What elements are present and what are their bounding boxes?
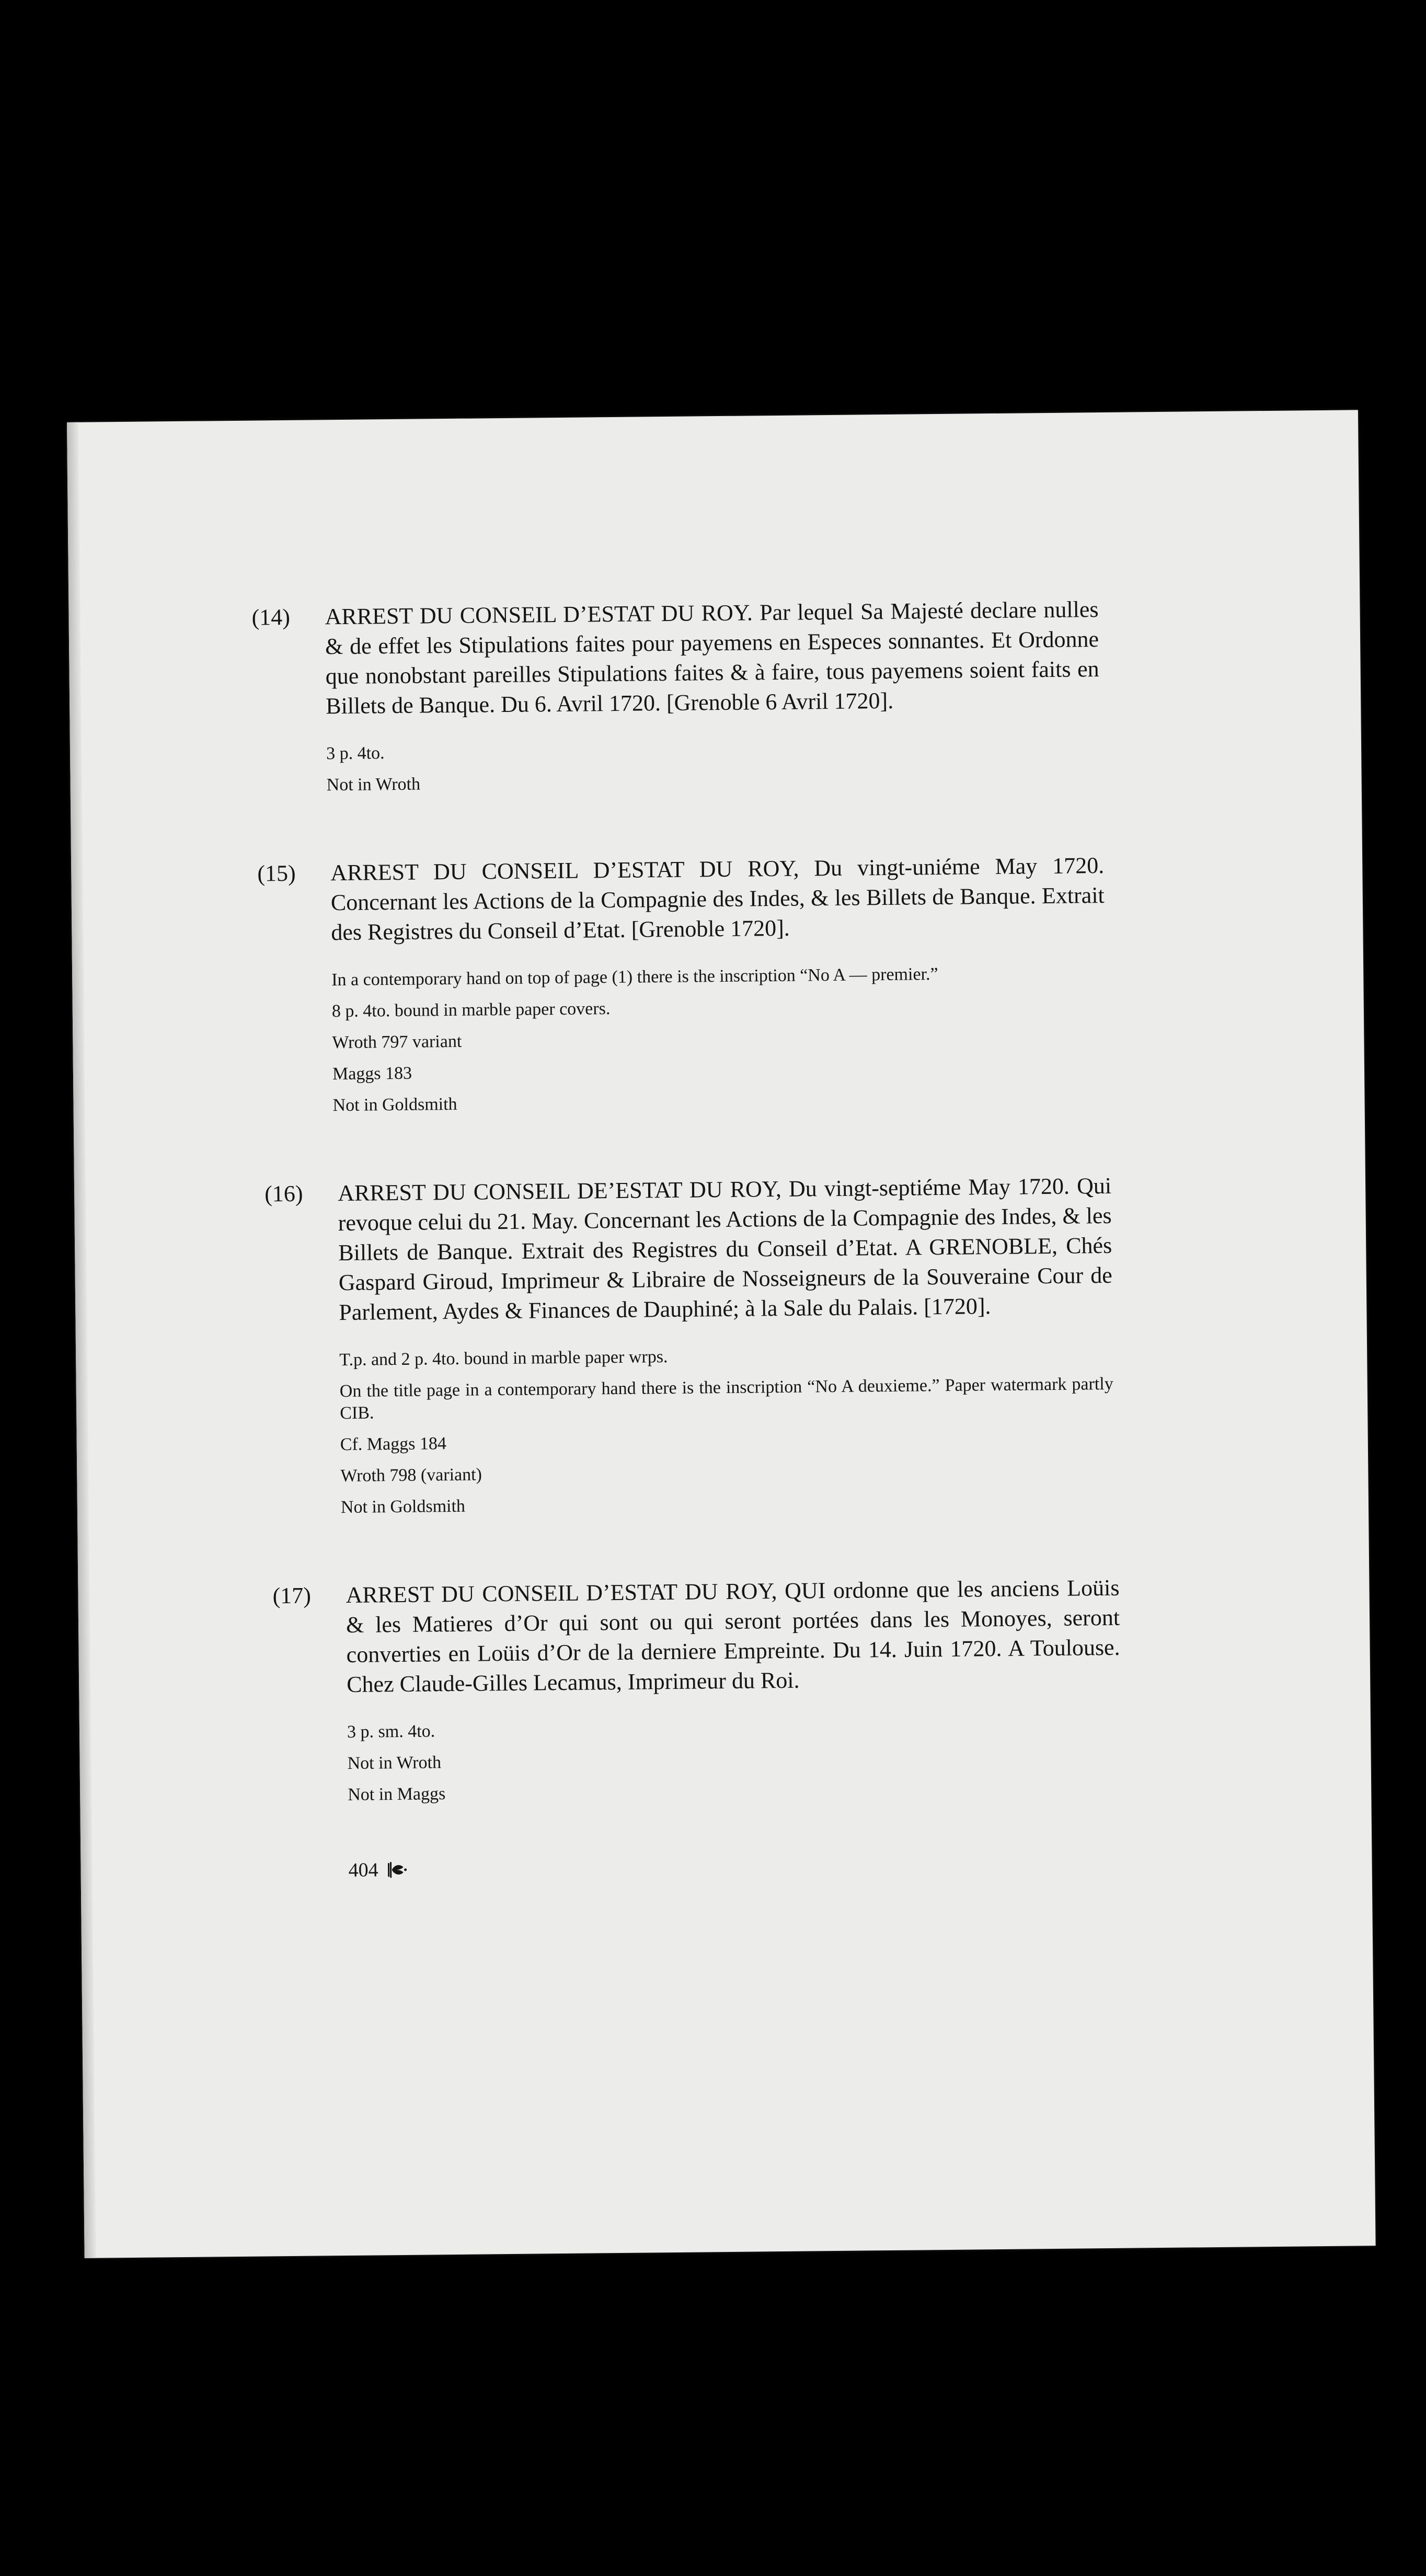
entry-reference: Not in Wroth — [347, 1753, 442, 1773]
entry-number: (17) — [272, 1582, 312, 1609]
catalog-entry-16 — [264, 1171, 1114, 1519]
entry-reference: Not in Maggs — [348, 1784, 446, 1804]
entry-number: (16) — [264, 1180, 303, 1207]
entry-note: On the title page in a contemporary hand there is the inscription “No A deuxieme.” Paper watermark partly CIB. — [339, 1374, 1113, 1423]
entry-note: 3 p. 4to. — [326, 743, 385, 764]
catalog-entry-15 — [257, 850, 1107, 1117]
entry-reference: Cf. Maggs 184 — [340, 1434, 447, 1455]
entry-note: 3 p. sm. 4to. — [347, 1721, 435, 1742]
entry-reference: Not in Wroth — [326, 774, 421, 795]
page-content — [251, 594, 1120, 1883]
page-binding-edge — [67, 422, 96, 2258]
entry-number: (15) — [257, 860, 296, 887]
entry-number: (14) — [251, 604, 291, 630]
entry-reference: Maggs 183 — [332, 1063, 412, 1084]
page-folio — [348, 1850, 1122, 1883]
entry-title: ARREST DU CONSEIL D’ESTAT DU ROY, Du vingt-uniéme May 1720. Concernant les Actions de la Compagnie des Indes, & les Billets de Banque. Extrait des Registres du Conseil d’Etat. [Grenoble 1720]. — [330, 852, 1105, 946]
entry-title: ARREST DU CONSEIL DE’ESTAT DU ROY, Du vingt-septiéme May 1720. Qui revoque celui du 21. May. Concernant les Actions de la Compagnie des Indes, & les Billets de Banque. Extrait des Registres du Conseil d’Etat. A GRENOBLE, Chés Gaspard Giroud, Imprimeur & Libraire de Nosseigneurs de la Souveraine Cour de Parlement, Aydes & Finances de Dauphiné; à la Sale du Palais. [1720]. — [337, 1172, 1112, 1326]
entry-reference: Not in Goldsmith — [332, 1094, 457, 1116]
entry-note: In a contemporary hand on top of page (1) there is the inscription “No A — premier.” — [331, 964, 938, 990]
catalog-entry-14 — [251, 594, 1100, 796]
entry-reference: Not in Goldsmith — [340, 1496, 466, 1517]
catalog-entry-17 — [272, 1573, 1121, 1806]
entry-title: ARREST DU CONSEIL D’ESTAT DU ROY. Par lequel Sa Majesté declare nulles & de effet les Stipulations faites pour payemens en Especes sonnantes. Et Ordonne que nonobstant pareilles Stipulations faites & à faire, tous payemens soient faits en Billets de Banque. Du 6. Avril 1720. [Grenoble 6 Avril 1720]. — [325, 596, 1099, 719]
document-page — [67, 410, 1376, 2258]
page-number: 404 — [348, 1859, 378, 1881]
fleuron-ornament-icon — [385, 1859, 407, 1881]
entry-title: ARREST DU CONSEIL D’ESTAT DU ROY, QUI ordonne que les anciens Loüis & les Matieres d’Or qui sont ou qui seront portées dans les Monoyes, seront converties en Loüis d’Or de la derniere Empreinte. Du 14. Juin 1720. A Toulouse. Chez Claude-Gilles Lecamus, Imprimeur du Roi. — [346, 1574, 1120, 1697]
entry-reference: Wroth 797 variant — [332, 1031, 462, 1053]
entry-note: 8 p. 4to. bound in marble paper covers. — [331, 999, 611, 1021]
entry-note: T.p. and 2 p. 4to. bound in marble paper wrps. — [339, 1347, 668, 1370]
entry-reference: Wroth 798 (variant) — [340, 1465, 482, 1486]
